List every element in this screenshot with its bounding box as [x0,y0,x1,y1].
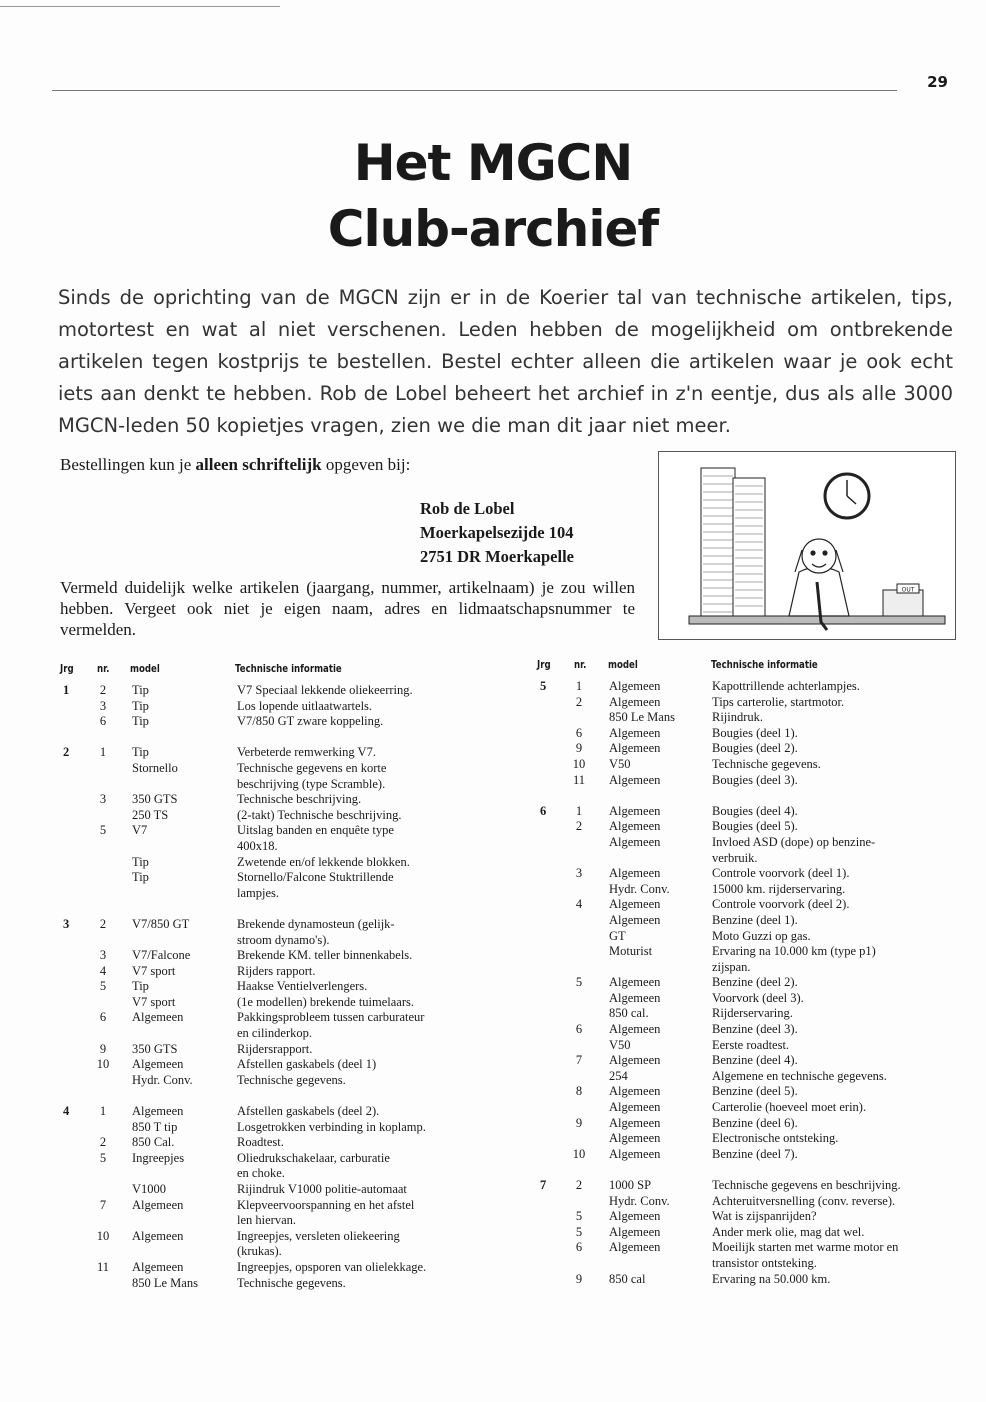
cell-info: V7/850 GT zware koppeling. [237,714,384,729]
cell-info: Algemene en technische gegevens. [712,1068,887,1083]
cell-nr: 6 [99,714,107,729]
cell-nr: 2 [99,916,107,931]
cell-jrg: 5 [540,679,547,693]
cell-model: Algemeen [609,694,661,709]
order-text-before: Bestellingen kun je [60,455,196,474]
cell-info: Voorvork (deel 3). [712,990,804,1005]
cell-model: Algemeen [609,1240,661,1255]
cell-info: Technische beschrijving. [237,792,362,807]
cell-info: len hiervan. [237,1213,297,1228]
header-rule [52,90,897,91]
cell-info: Bougies (deel 3). [712,772,798,787]
cell-jrg: 3 [63,916,70,931]
cell-info: Afstellen gaskabels (deel 2). [237,1104,380,1119]
cell-info: (krukas). [237,1244,282,1259]
cell-info: Afstellen gaskabels (deel 1) [237,1057,377,1072]
cell-info: lampjes. [237,885,280,900]
out-sign: OUT [901,586,915,594]
cell-model: Algemeen [609,725,661,740]
cell-nr: 3 [575,866,583,881]
cell-model: V7 sport [132,963,176,978]
cell-info: Moto Guzzi op gas. [712,928,811,943]
cell-model: 1000 SP [609,1178,652,1192]
cell-nr: 10 [572,756,586,771]
cell-model: Algemeen [609,741,661,756]
cell-model: Algemeen [609,866,661,881]
cell-model: Tip [132,979,149,994]
cell-info: Bougies (deel 2). [712,741,798,756]
cell-info: Ervaring na 10.000 km (type p1) [712,944,876,959]
cell-model: Algemeen [132,1228,184,1243]
cell-nr: 5 [575,1209,583,1224]
cell-info: Rijderservaring. [712,1006,793,1021]
cell-info: Haakse Ventielverlengers. [237,979,368,994]
cell-nr: 7 [99,1197,107,1212]
cell-info: stroom dynamo's). [237,932,330,947]
cell-nr: 11 [572,772,586,787]
cell-model: 250 TS [132,807,169,822]
cell-model: Algemeen [609,1224,661,1239]
cell-model: Stornello [132,760,178,775]
cell-nr: 2 [575,1178,583,1192]
cell-model: V7/850 GT [132,916,190,931]
cartoon-svg [659,452,955,639]
cell-info: Eerste roadtest. [712,1037,790,1052]
cell-info: Moeilijk starten met warme motor en [712,1240,899,1255]
cell-info: Los lopende uitlaatwartels. [237,698,373,713]
cell-info: Rijindruk V1000 politie-automaat [237,1182,407,1196]
cell-info: Zwetende en/of lekkende blokken. [237,854,410,869]
cell-info: Wat is zijspanrijden? [712,1209,817,1224]
cell-info: Technische gegevens. [237,1072,346,1087]
cell-info: Benzine (deel 2). [712,975,798,990]
cell-nr: 1 [575,803,583,818]
cell-model: Tip [132,854,149,869]
out-tray [883,584,923,616]
header-nr: nr. [97,663,110,675]
cell-info: Oliedrukschakelaar, carburatie [237,1150,390,1165]
stressed-person-figure [789,539,849,630]
cell-nr: 5 [99,823,107,838]
cell-model: Algemeen [132,1197,184,1212]
address-block [420,497,574,569]
cell-nr: 8 [575,1084,583,1099]
cell-nr: 1 [99,745,107,760]
cell-info: Benzine (deel 7). [712,1146,798,1161]
header-jrg: Jrg [537,659,551,671]
cell-info: (1e modellen) brekende tuimelaars. [237,994,415,1009]
cell-nr: 2 [99,1135,107,1150]
desk [689,616,945,624]
page-number: 29 [927,73,948,91]
cell-nr: 4 [99,963,107,978]
cell-model: Algemeen [609,1100,661,1115]
cell-info: en choke. [237,1166,285,1181]
cell-info: Brekende KM. teller binnenkabels. [237,948,413,963]
cell-model: V7 [132,823,148,838]
cell-model: Algemeen [609,819,661,834]
cell-nr: 1 [575,679,583,693]
cell-model: Algemeen [609,990,661,1005]
cell-info: Stornello/Falcone Stuktrillende [237,870,394,885]
cell-model: 350 GTS [132,1041,178,1056]
header-nr: nr. [574,659,587,671]
cell-info: (2-takt) Technische beschrijving. [237,807,402,822]
cell-jrg: 7 [540,1178,547,1192]
paper-stack-left [701,468,735,618]
cell-model: Ingreepjes [132,1150,185,1165]
cell-nr: 6 [575,1240,583,1255]
cell-model: Algemeen [609,1115,661,1130]
cell-model: V7 sport [132,994,176,1009]
cell-nr: 7 [575,1053,583,1068]
cell-model: Hydr. Conv. [609,1193,670,1208]
cell-info: Ervaring na 50.000 km. [712,1271,831,1286]
cell-jrg: 4 [63,1104,70,1119]
cell-info: Controle voorvork (deel 1). [712,866,850,881]
title-line-2: Club-archief [327,200,659,258]
cell-nr: 4 [575,897,583,912]
cell-nr: 6 [575,725,583,740]
cell-info: Ingreepjes, opsporen van olielekkage. [237,1259,427,1274]
cell-info: en cilinderkop. [237,1026,312,1041]
cell-info: Technische gegevens en beschrijving. [712,1178,901,1192]
order-instruction [60,455,410,475]
cell-model: V7/Falcone [132,948,191,963]
cell-nr: 11 [96,1259,110,1274]
cell-info: Bougies (deel 5). [712,819,798,834]
cell-nr: 5 [99,979,107,994]
clock-icon [825,474,869,518]
cell-info: Invloed ASD (dope) op benzine- [712,834,876,849]
cell-model: Algemeen [609,772,661,787]
cell-info: Benzine (deel 1). [712,912,798,927]
cell-info: 15000 km. rijderservaring. [712,881,846,896]
cell-nr: 5 [575,1224,583,1239]
cell-info: Rijindruk. [712,710,764,725]
cell-jrg: 1 [63,683,70,697]
address-name: Rob de Lobel [420,499,515,518]
cell-info: Benzine (deel 4). [712,1053,798,1068]
cell-info: Brekende dynamosteun (gelijk- [237,916,395,931]
cell-info: Tips carterolie, startmotor. [712,694,845,709]
cell-nr: 1 [99,1104,107,1119]
cell-nr: 2 [575,694,583,709]
cell-nr: 2 [575,819,583,834]
cell-model: Moturist [609,944,653,959]
cell-info: Carterolie (hoeveel moet erin). [712,1100,867,1115]
header-model: model [130,663,160,675]
cell-info: transistor ontsteking. [712,1255,817,1270]
cell-info: Kapottrillende achterlampjes. [712,679,860,693]
cell-model: Algemeen [609,1146,661,1161]
cell-info: Controle voorvork (deel 2). [712,897,850,912]
cell-nr: 2 [99,683,107,697]
cell-info: Electronische ontsteking. [712,1131,839,1146]
cell-nr: 10 [96,1228,110,1243]
cell-model: Algemeen [609,1053,661,1068]
cell-nr: 3 [99,792,107,807]
cell-model: 850 cal. [609,1006,649,1021]
cell-model: Tip [132,714,149,729]
cell-info: Rijders rapport. [237,963,316,978]
cell-model: 850 Le Mans [132,1275,198,1290]
cell-model: 850 Cal. [132,1135,175,1150]
cell-model: 850 cal [609,1271,646,1286]
cell-model: V50 [609,756,631,771]
cell-info: verbruik. [712,850,758,865]
cell-model: Algemeen [132,1010,184,1025]
cell-info: Benzine (deel 5). [712,1084,798,1099]
cell-nr: 5 [575,975,583,990]
cell-info: Ander merk olie, mag dat wel. [712,1224,865,1239]
header-info: Technische informatie [711,659,818,671]
cell-info: Technische gegevens en korte [237,760,387,775]
cell-info: Klepveervoorspanning en het afstel [237,1197,415,1212]
cell-model: 850 T tip [132,1119,178,1134]
header-model: model [608,659,638,671]
cell-model: V50 [609,1037,631,1052]
cell-model: 850 Le Mans [609,710,675,725]
cell-model: Algemeen [609,1084,661,1099]
cell-info: 400x18. [237,838,278,853]
cell-nr: 10 [96,1057,110,1072]
cell-jrg: 2 [63,745,70,760]
cell-model: GT [609,928,626,943]
cell-info: Benzine (deel 3). [712,1022,798,1037]
cell-info: Technische gegevens. [237,1275,346,1290]
cell-nr: 6 [99,1010,107,1025]
order-text-after: opgeven bij: [321,455,411,474]
cell-nr: 5 [99,1150,107,1165]
header-info: Technische informatie [235,663,342,675]
cell-nr: 9 [575,1271,583,1286]
cell-model: Algemeen [132,1057,184,1072]
cell-info: Losgetrokken verbinding in koplamp. [237,1119,426,1134]
cell-info: V7 Speciaal lekkende oliekeerring. [237,683,413,697]
cell-model: Algemeen [609,897,661,912]
cell-model: Algemeen [609,679,661,693]
title-line-1: Het MGCN [353,134,633,192]
cell-model: Tip [132,745,149,760]
cell-model: Algemeen [609,803,661,818]
address-street: Moerkapelsezijde 104 [420,523,574,542]
cell-model: Hydr. Conv. [609,881,670,896]
cell-nr: 9 [99,1041,107,1056]
cell-model: 254 [609,1068,628,1083]
cell-model: Algemeen [609,912,661,927]
cell-model: Algemeen [132,1104,184,1119]
cell-info: Bougies (deel 1). [712,725,798,740]
page-title [0,130,986,262]
cartoon-illustration [658,451,956,640]
cell-info: Bougies (deel 4). [712,803,798,818]
top-rule [0,6,280,7]
cell-model: Algemeen [132,1259,184,1274]
cell-nr: 3 [99,698,107,713]
cell-model: Tip [132,683,149,697]
cell-info: Technische gegevens. [712,756,821,771]
cell-nr: 9 [575,1115,583,1130]
order-text-bold: alleen schriftelijk [195,455,322,474]
cell-nr: 10 [572,1146,586,1161]
cell-nr: 6 [575,1022,583,1037]
cell-info: beschrijving (type Scramble). [237,776,386,791]
cell-nr: 9 [575,741,583,756]
cell-info: Benzine (deel 6). [712,1115,798,1130]
cell-info: Roadtest. [237,1135,284,1150]
cell-model: Algemeen [609,1131,661,1146]
cell-model: Algemeen [609,1022,661,1037]
cell-model: 350 GTS [132,792,178,807]
cell-model: Hydr. Conv. [132,1072,193,1087]
cell-model: Algemeen [609,975,661,990]
cell-info: zijspan. [712,959,751,974]
cell-info: Uitslag banden en enquête type [237,823,394,838]
cell-jrg: 6 [540,803,547,818]
cell-info: Ingreepjes, versleten oliekeering [237,1228,400,1243]
header-jrg: Jrg [60,663,74,675]
cell-model: Tip [132,698,149,713]
cell-info: Pakkingsprobleem tussen carburateur [237,1010,425,1025]
order-note: Vermeld duidelijk welke artikelen (jaargang, nummer, artikelnaam) je zou willen hebben. Vergeet ook niet je eigen naam, adres en lidmaatschapsnummer te vermelden. [60,578,635,639]
intro-paragraph: Sinds de oprichting van de MGCN zijn er in de Koerier tal van technische artikelen, tips, motortest en wat al niet verschenen. Leden hebben de mogelijkheid om ontbrekende artikelen tegen kostprijs te bestellen. Bestel echter alleen die artikelen waar je ook echt iets aan denkt te hebben. Rob de Lobel beheert het archief in z'n eentje, dus als alle 3000 MGCN-leden 50 kopietjes vragen, zien we die man dit jaar niet meer. [58,286,953,437]
paper-stack-right [733,478,765,618]
address-city: 2751 DR Moerkapelle [420,547,574,566]
cell-info: Rijdersrapport. [237,1041,313,1056]
cell-model: Tip [132,870,149,885]
cell-info: Achteruitversnelling (conv. reverse). [712,1193,896,1208]
cell-model: Algemeen [609,834,661,849]
cell-info: Verbeterde remwerking V7. [237,745,376,760]
cell-nr: 3 [99,948,107,963]
cell-model: V1000 [132,1182,167,1196]
cell-model: Algemeen [609,1209,661,1224]
